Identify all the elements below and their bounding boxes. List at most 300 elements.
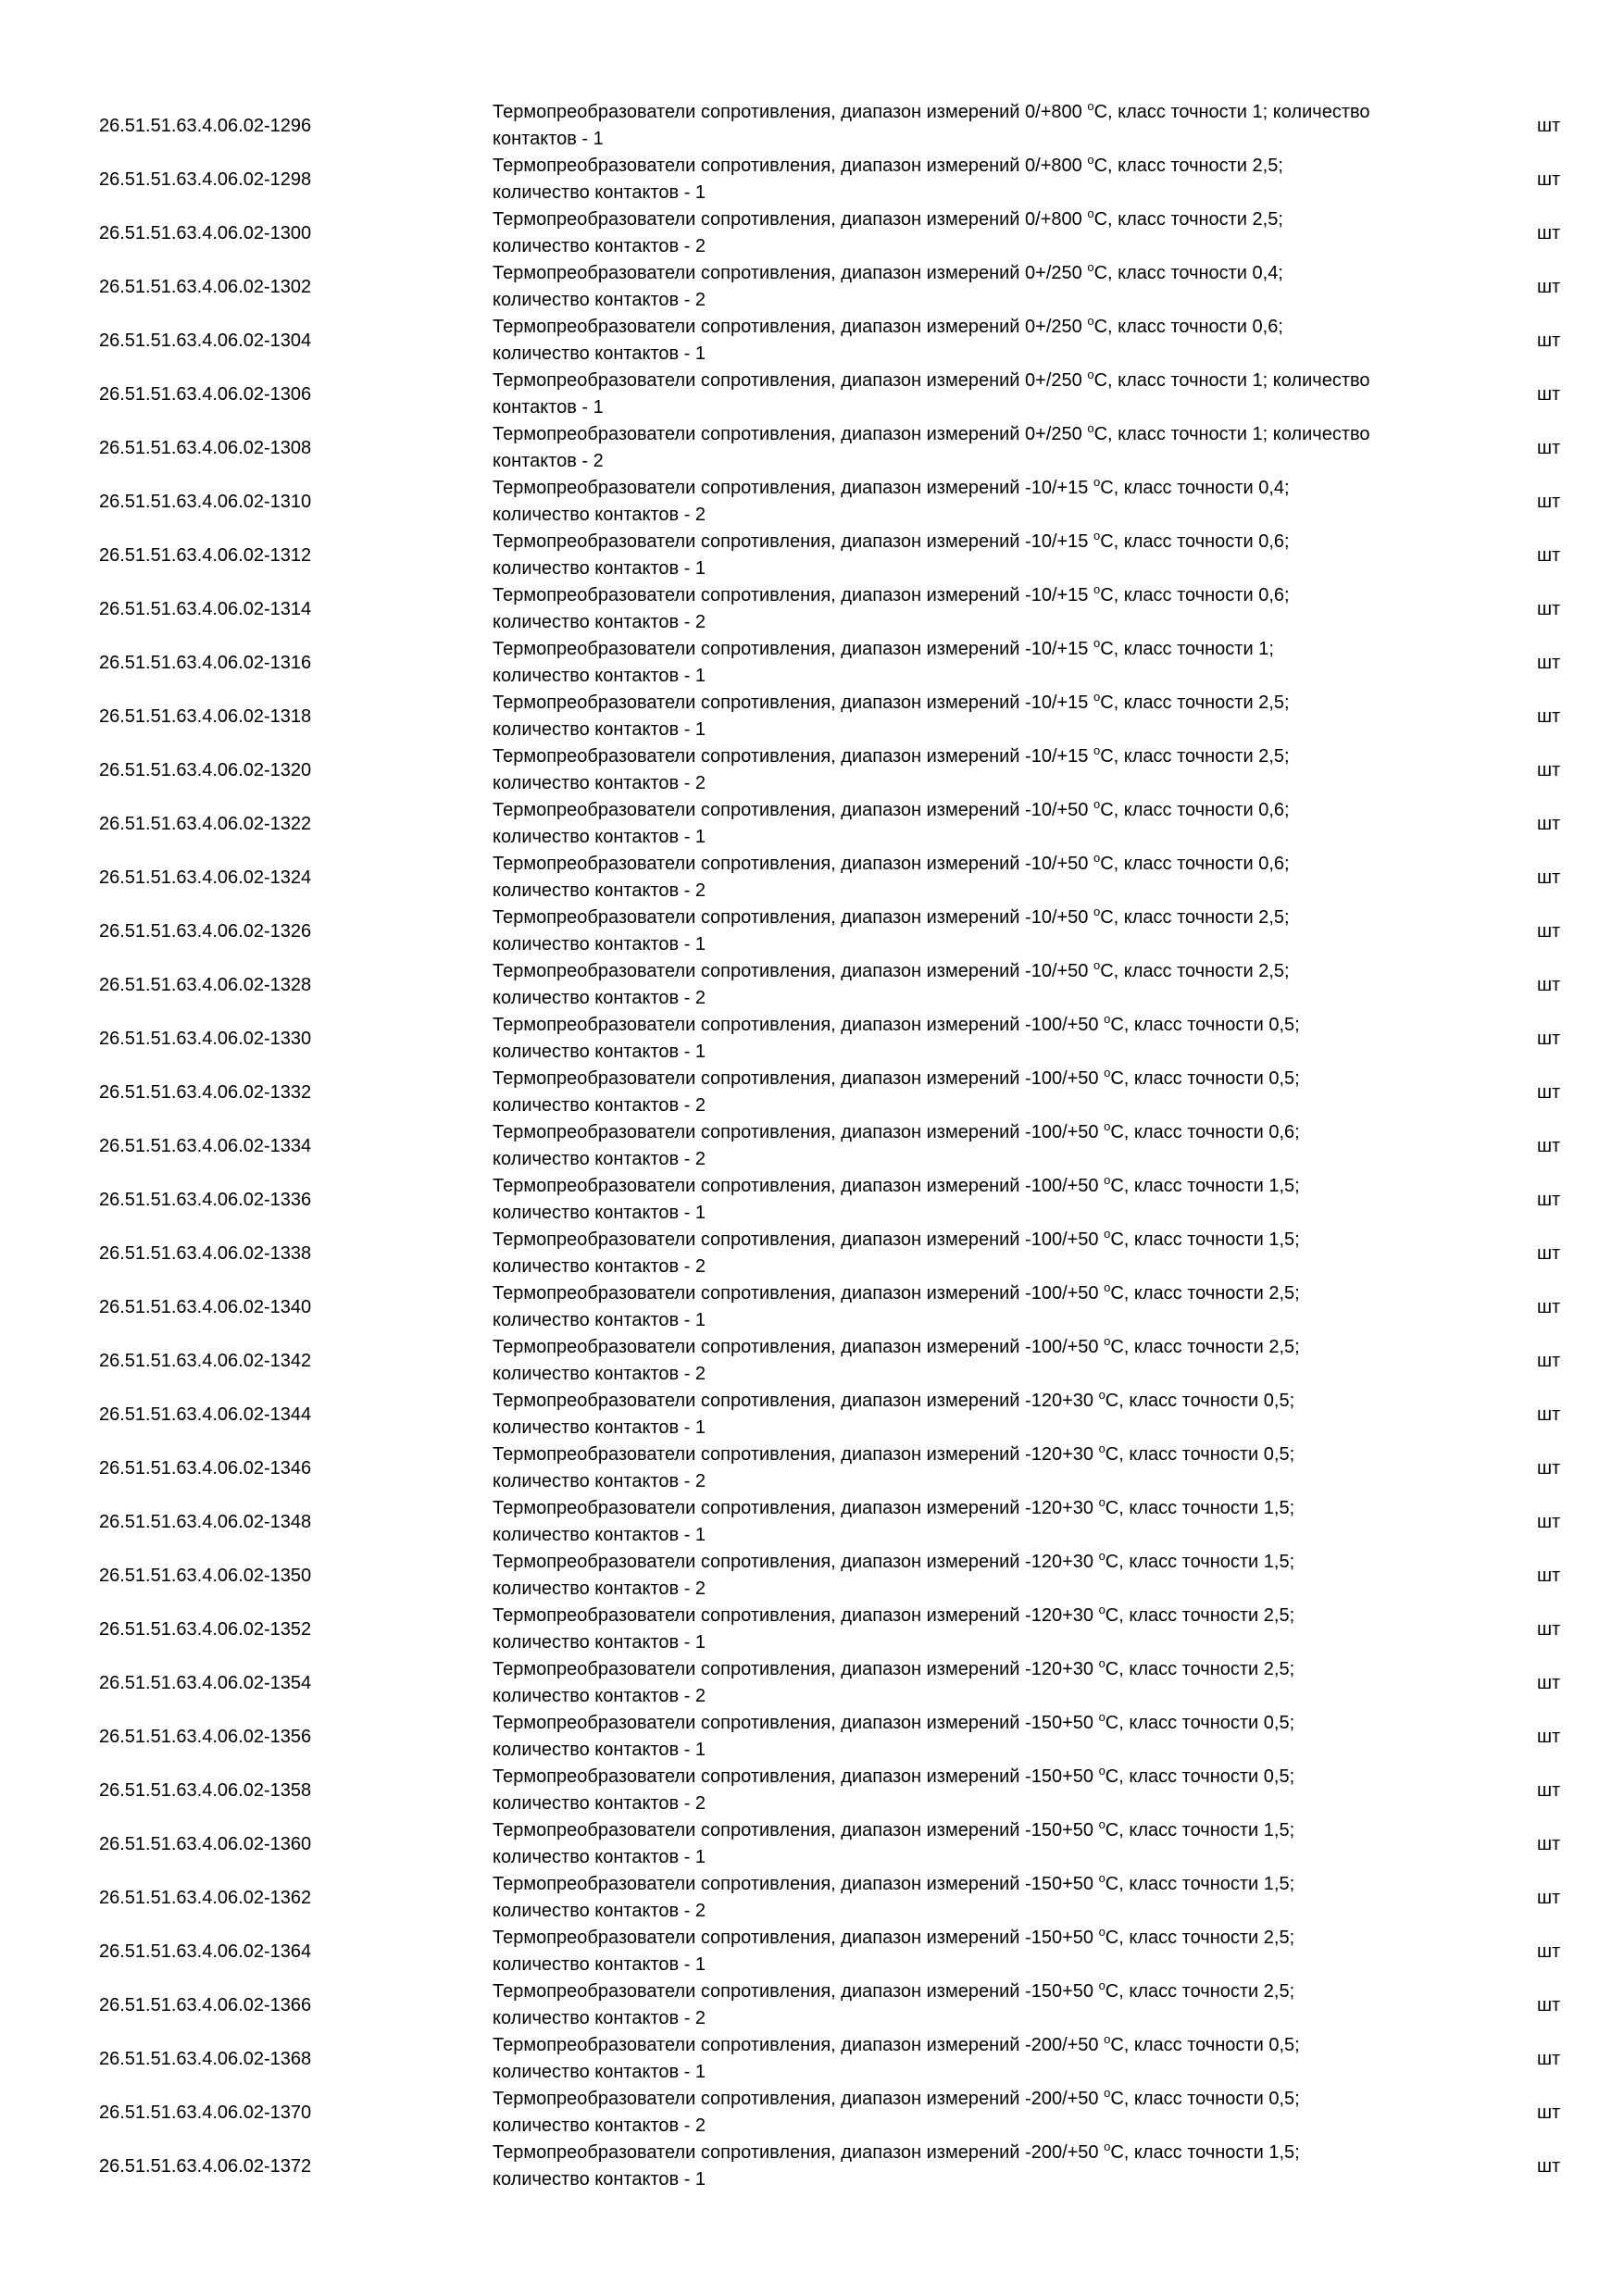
description-text: Термопреобразователи сопротивления, диапазон измерений -120+30 [493, 1552, 1099, 1572]
description-text-tail: С, класс точности 0,5; [1110, 2035, 1300, 2055]
table-row [0, 1227, 1624, 1280]
row-code: 26.51.51.63.4.06.02-1372 [99, 2156, 312, 2177]
degree-mark: о [1098, 1764, 1106, 1778]
description-text: Термопреобразователи сопротивления, диапазон измерений -200/+50 [493, 2035, 1105, 2055]
row-code: 26.51.51.63.4.06.02-1322 [99, 814, 312, 834]
description-line-1 [493, 1925, 1465, 1952]
description-line-2: количество контактов - 2 [493, 612, 706, 632]
table-row [0, 206, 1624, 260]
degree-mark: о [1104, 1227, 1111, 1241]
row-description [493, 1710, 1465, 1764]
degree-mark: о [1104, 1173, 1111, 1187]
degree-mark: о [1104, 1012, 1111, 1026]
row-unit: шт [1537, 867, 1561, 888]
row-description [493, 1280, 1465, 1334]
row-unit: шт [1537, 1404, 1561, 1425]
description-text: Термопреобразователи сопротивления, диапазон измерений -100/+50 [493, 1176, 1105, 1196]
degree-mark: о [1093, 958, 1101, 972]
degree-mark: о [1087, 99, 1094, 113]
row-description [493, 1817, 1465, 1871]
row-code: 26.51.51.63.4.06.02-1352 [99, 1619, 312, 1640]
description-line-2: количество контактов - 1 [493, 934, 706, 955]
description-text: Термопреобразователи сопротивления, диапазон измерений -10/+50 [493, 907, 1093, 928]
description-text-tail: С, класс точности 2,5; [1110, 1283, 1300, 1304]
table-row [0, 1334, 1624, 1388]
row-code: 26.51.51.63.4.06.02-1296 [99, 116, 312, 136]
row-unit: шт [1537, 1673, 1561, 1693]
description-text: Термопреобразователи сопротивления, диапазон измерений -10/+15 [493, 693, 1093, 713]
degree-mark: о [1098, 1925, 1106, 1939]
row-description [493, 421, 1465, 475]
row-code: 26.51.51.63.4.06.02-1308 [99, 438, 312, 458]
row-unit: шт [1537, 277, 1561, 297]
row-code: 26.51.51.63.4.06.02-1358 [99, 1780, 312, 1801]
row-code: 26.51.51.63.4.06.02-1370 [99, 2103, 312, 2123]
row-code: 26.51.51.63.4.06.02-1362 [99, 1888, 312, 1908]
description-line-2: количество контактов - 2 [493, 988, 706, 1008]
description-text: Термопреобразователи сопротивления, диапазон измерений -150+50 [493, 1874, 1099, 1894]
description-line-2: количество контактов - 2 [493, 1471, 706, 1491]
row-unit: шт [1537, 1297, 1561, 1317]
row-description [493, 1441, 1465, 1495]
description-text-tail: С, класс точности 1,5; [1105, 1552, 1295, 1572]
description-text-tail: С, класс точности 0,5; [1110, 1068, 1300, 1089]
description-line-1 [493, 1173, 1465, 1200]
row-code: 26.51.51.63.4.06.02-1312 [99, 545, 312, 566]
row-description [493, 1925, 1465, 1978]
description-text: Термопреобразователи сопротивления, диапазон измерений -10/+50 [493, 800, 1093, 820]
description-line-1 [493, 797, 1465, 824]
row-code: 26.51.51.63.4.06.02-1318 [99, 706, 312, 727]
row-description [493, 1012, 1465, 1066]
description-line-2: количество контактов - 2 [493, 1686, 706, 1706]
row-description [493, 529, 1465, 582]
description-line-1 [493, 1549, 1465, 1576]
degree-mark: о [1104, 1334, 1111, 1348]
description-text: Термопреобразователи сопротивления, диапазон измерений -100/+50 [493, 1337, 1105, 1357]
description-line-1 [493, 368, 1465, 394]
row-description [493, 314, 1465, 368]
description-text: Термопреобразователи сопротивления, диапазон измерений -10/+15 [493, 585, 1093, 605]
description-line-1 [493, 475, 1465, 502]
row-code: 26.51.51.63.4.06.02-1342 [99, 1351, 312, 1371]
row-description [493, 1227, 1465, 1280]
degree-mark: о [1098, 1656, 1106, 1670]
description-text-tail: С, класс точности 1,5; [1110, 1176, 1300, 1196]
degree-mark: о [1087, 421, 1094, 435]
description-line-2: количество контактов - 2 [493, 1149, 706, 1169]
table-row [0, 1066, 1624, 1119]
row-unit: шт [1537, 1727, 1561, 1747]
description-line-2: количество контактов - 1 [493, 1847, 706, 1867]
description-text: Термопреобразователи сопротивления, диапазон измерений -100/+50 [493, 1283, 1105, 1304]
description-line-2: количество контактов - 1 [493, 1042, 706, 1062]
description-text: Термопреобразователи сопротивления, диапазон измерений 0+/250 [493, 317, 1088, 337]
degree-mark: о [1098, 1710, 1106, 1724]
description-text: Термопреобразователи сопротивления, диапазон измерений -10/+15 [493, 478, 1093, 498]
row-description [493, 958, 1465, 1012]
description-text-tail: С, класс точности 2,5; [1093, 209, 1283, 230]
row-unit: шт [1537, 2049, 1561, 2069]
description-text-tail: С, класс точности 2,5; [1105, 1981, 1295, 2002]
row-description [493, 1978, 1465, 2032]
row-code: 26.51.51.63.4.06.02-1310 [99, 492, 312, 512]
description-line-2: количество контактов - 1 [493, 2169, 706, 2190]
row-description [493, 2140, 1465, 2193]
row-unit: шт [1537, 2156, 1561, 2177]
row-description [493, 1549, 1465, 1603]
description-line-2: контактов - 1 [493, 397, 604, 418]
row-description [493, 1334, 1465, 1388]
degree-mark: о [1098, 1441, 1106, 1455]
description-line-1 [493, 1441, 1465, 1468]
description-text-tail: С, класс точности 2,5; [1110, 1337, 1300, 1357]
description-text: Термопреобразователи сопротивления, диапазон измерений -150+50 [493, 1820, 1099, 1841]
degree-mark: о [1098, 1603, 1106, 1616]
row-unit: шт [1537, 921, 1561, 942]
degree-mark: о [1093, 582, 1101, 596]
description-text: Термопреобразователи сопротивления, диапазон измерений -10/+50 [493, 854, 1093, 874]
row-code: 26.51.51.63.4.06.02-1320 [99, 760, 312, 780]
description-text-tail: С, класс точности 0,6; [1100, 531, 1290, 552]
row-unit: шт [1537, 2103, 1561, 2123]
degree-mark: о [1093, 851, 1101, 865]
table-row [0, 2032, 1624, 2086]
description-text-tail: С, класс точности 1; количество [1093, 102, 1370, 122]
degree-mark: о [1093, 529, 1101, 543]
description-text-tail: С, класс точности 2,5; [1093, 156, 1283, 176]
description-text: Термопреобразователи сопротивления, диапазон измерений 0+/250 [493, 263, 1088, 283]
description-text: Термопреобразователи сопротивления, диапазон измерений -150+50 [493, 1713, 1099, 1733]
description-line-1 [493, 2032, 1465, 2059]
description-line-2: количество контактов - 2 [493, 2115, 706, 2136]
degree-mark: о [1093, 475, 1101, 489]
degree-mark: о [1104, 2140, 1111, 2153]
row-code: 26.51.51.63.4.06.02-1328 [99, 975, 312, 995]
row-description [493, 851, 1465, 905]
degree-mark: о [1104, 2032, 1111, 2046]
description-text-tail: С, класс точности 1,5; [1105, 1874, 1295, 1894]
row-unit: шт [1537, 1941, 1561, 1962]
description-text: Термопреобразователи сопротивления, диапазон измерений -200/+50 [493, 2089, 1105, 2109]
description-line-2: количество контактов - 2 [493, 1901, 706, 1921]
row-code: 26.51.51.63.4.06.02-1326 [99, 921, 312, 942]
row-description [493, 1871, 1465, 1925]
description-text: Термопреобразователи сопротивления, диапазон измерений -100/+50 [493, 1015, 1105, 1035]
row-code: 26.51.51.63.4.06.02-1356 [99, 1727, 312, 1747]
degree-mark: о [1087, 314, 1094, 328]
table-row [0, 1441, 1624, 1495]
description-line-2: количество контактов - 1 [493, 1632, 706, 1653]
description-line-2: количество контактов - 1 [493, 827, 706, 847]
description-text: Термопреобразователи сопротивления, диапазон измерений -120+30 [493, 1444, 1099, 1465]
description-line-2: количество контактов - 2 [493, 880, 706, 901]
degree-mark: о [1093, 690, 1101, 704]
description-text: Термопреобразователи сопротивления, диапазон измерений -150+50 [493, 1766, 1099, 1787]
description-text-tail: С, класс точности 2,5; [1105, 1659, 1295, 1679]
description-text-tail: С, класс точности 0,6; [1110, 1122, 1300, 1142]
table-row [0, 1978, 1624, 2032]
row-unit: шт [1537, 116, 1561, 136]
table-row [0, 1495, 1624, 1549]
description-line-1 [493, 421, 1465, 448]
description-text-tail: С, класс точности 2,5; [1105, 1928, 1295, 1948]
description-text-tail: С, класс точности 0,6; [1100, 800, 1290, 820]
table-row [0, 2086, 1624, 2140]
row-unit: шт [1537, 760, 1561, 780]
description-line-1 [493, 99, 1465, 126]
table-row [0, 1603, 1624, 1656]
description-text-tail: С, класс точности 0,5; [1105, 1391, 1295, 1411]
description-text-tail: С, класс точности 0,5; [1105, 1713, 1295, 1733]
description-line-1 [493, 690, 1465, 717]
row-description [493, 475, 1465, 529]
row-description [493, 206, 1465, 260]
description-line-2: количество контактов - 1 [493, 666, 706, 686]
table-row [0, 851, 1624, 905]
description-text-tail: С, класс точности 1,5; [1110, 1229, 1300, 1250]
description-text-tail: С, класс точности 1,5; [1105, 1498, 1295, 1518]
description-text: Термопреобразователи сопротивления, диапазон измерений -10/+15 [493, 531, 1093, 552]
description-line-2: количество контактов - 2 [493, 1364, 706, 1384]
row-unit: шт [1537, 1082, 1561, 1103]
row-unit: шт [1537, 223, 1561, 243]
description-text: Термопреобразователи сопротивления, диапазон измерений -120+30 [493, 1659, 1099, 1679]
table-row [0, 1925, 1624, 1978]
description-line-2: количество контактов - 1 [493, 182, 706, 203]
row-unit: шт [1537, 384, 1561, 405]
row-description [493, 99, 1465, 153]
description-text: Термопреобразователи сопротивления, диапазон измерений -150+50 [493, 1981, 1099, 2002]
row-code: 26.51.51.63.4.06.02-1366 [99, 1995, 312, 2015]
row-description [493, 2032, 1465, 2086]
row-description [493, 690, 1465, 743]
description-text-tail: С, класс точности 0,5; [1110, 1015, 1300, 1035]
description-text-tail: С, класс точности 2,5; [1100, 693, 1290, 713]
description-text-tail: С, класс точности 0,4; [1100, 478, 1290, 498]
degree-mark: о [1087, 206, 1094, 220]
description-line-2: количество контактов - 1 [493, 1740, 706, 1760]
row-code: 26.51.51.63.4.06.02-1368 [99, 2049, 312, 2069]
description-text: Термопреобразователи сопротивления, диапазон измерений 0/+800 [493, 102, 1088, 122]
row-unit: шт [1537, 1136, 1561, 1156]
row-description [493, 1764, 1465, 1817]
description-text: Термопреобразователи сопротивления, диапазон измерений -10/+15 [493, 746, 1093, 767]
row-unit: шт [1537, 1243, 1561, 1264]
description-line-2: количество контактов - 1 [493, 1954, 706, 1975]
degree-mark: о [1098, 1388, 1106, 1402]
description-text: Термопреобразователи сопротивления, диапазон измерений 0+/250 [493, 370, 1088, 391]
description-line-1 [493, 2086, 1465, 2113]
row-code: 26.51.51.63.4.06.02-1338 [99, 1243, 312, 1264]
row-unit: шт [1537, 1834, 1561, 1854]
description-text: Термопреобразователи сопротивления, диапазон измерений -120+30 [493, 1605, 1099, 1626]
table-row [0, 153, 1624, 206]
row-code: 26.51.51.63.4.06.02-1300 [99, 223, 312, 243]
row-description [493, 1066, 1465, 1119]
description-text-tail: С, класс точности 1,5; [1105, 1820, 1295, 1841]
description-text: Термопреобразователи сопротивления, диапазон измерений 0/+800 [493, 209, 1088, 230]
row-description [493, 1495, 1465, 1549]
table-row [0, 743, 1624, 797]
row-description [493, 743, 1465, 797]
row-description [493, 260, 1465, 314]
description-text-tail: С, класс точности 0,5; [1110, 2089, 1300, 2109]
row-description [493, 797, 1465, 851]
table-row [0, 1173, 1624, 1227]
row-code: 26.51.51.63.4.06.02-1360 [99, 1834, 312, 1854]
description-text-tail: С, класс точности 1,5; [1110, 2142, 1300, 2163]
table-row [0, 958, 1624, 1012]
row-unit: шт [1537, 1029, 1561, 1049]
row-code: 26.51.51.63.4.06.02-1304 [99, 331, 312, 351]
row-unit: шт [1537, 492, 1561, 512]
row-code: 26.51.51.63.4.06.02-1350 [99, 1566, 312, 1586]
table-row [0, 260, 1624, 314]
row-code: 26.51.51.63.4.06.02-1348 [99, 1512, 312, 1532]
degree-mark: о [1087, 368, 1094, 381]
table-row [0, 797, 1624, 851]
description-line-2: количество контактов - 1 [493, 343, 706, 364]
row-unit: шт [1537, 1780, 1561, 1801]
description-text-tail: С, класс точности 1; количество [1093, 370, 1370, 391]
row-unit: шт [1537, 1995, 1561, 2015]
degree-mark: о [1087, 260, 1094, 274]
row-unit: шт [1537, 1566, 1561, 1586]
description-line-1 [493, 1227, 1465, 1254]
degree-mark: о [1087, 153, 1094, 167]
description-line-1 [493, 1817, 1465, 1844]
degree-mark: о [1104, 1119, 1111, 1133]
row-description [493, 1388, 1465, 1441]
description-text-tail: С, класс точности 2,5; [1105, 1605, 1295, 1626]
row-code: 26.51.51.63.4.06.02-1316 [99, 653, 312, 673]
row-unit: шт [1537, 653, 1561, 673]
description-text: Термопреобразователи сопротивления, диапазон измерений -120+30 [493, 1391, 1099, 1411]
description-text-tail: С, класс точности 0,5; [1105, 1766, 1295, 1787]
degree-mark: о [1093, 905, 1101, 918]
description-text-tail: С, класс точности 2,5; [1100, 746, 1290, 767]
description-line-1 [493, 529, 1465, 555]
description-line-1 [493, 2140, 1465, 2166]
degree-mark: о [1098, 1871, 1106, 1885]
description-line-2: количество контактов - 1 [493, 2062, 706, 2082]
description-line-2: количество контактов - 2 [493, 505, 706, 525]
row-code: 26.51.51.63.4.06.02-1354 [99, 1673, 312, 1693]
row-unit: шт [1537, 599, 1561, 619]
description-line-2: количество контактов - 1 [493, 558, 706, 579]
row-description [493, 1603, 1465, 1656]
description-line-1 [493, 905, 1465, 931]
row-description [493, 2086, 1465, 2140]
description-text-tail: С, класс точности 1; количество [1093, 424, 1370, 444]
description-line-1 [493, 314, 1465, 341]
description-line-2: количество контактов - 2 [493, 1578, 706, 1599]
description-line-2: количество контактов - 2 [493, 1793, 706, 1814]
row-description [493, 1173, 1465, 1227]
row-code: 26.51.51.63.4.06.02-1364 [99, 1941, 312, 1962]
description-line-1 [493, 206, 1465, 233]
description-line-1 [493, 1495, 1465, 1522]
row-unit: шт [1537, 438, 1561, 458]
table-row [0, 1871, 1624, 1925]
description-line-1 [493, 1603, 1465, 1629]
description-line-1 [493, 1764, 1465, 1791]
row-unit: шт [1537, 1512, 1561, 1532]
row-description [493, 368, 1465, 421]
description-line-1 [493, 1388, 1465, 1415]
description-line-1 [493, 1978, 1465, 2005]
description-text: Термопреобразователи сопротивления, диапазон измерений 0+/250 [493, 424, 1088, 444]
description-text: Термопреобразователи сопротивления, диапазон измерений 0/+800 [493, 156, 1088, 176]
row-unit: шт [1537, 169, 1561, 190]
table-row [0, 690, 1624, 743]
degree-mark: о [1093, 797, 1101, 811]
description-line-2: количество контактов - 1 [493, 719, 706, 740]
row-unit: шт [1537, 814, 1561, 834]
row-code: 26.51.51.63.4.06.02-1302 [99, 277, 312, 297]
row-unit: шт [1537, 1458, 1561, 1479]
description-line-1 [493, 1871, 1465, 1898]
description-line-1 [493, 1710, 1465, 1737]
degree-mark: о [1104, 2086, 1111, 2100]
description-text-tail: С, класс точности 0,6; [1093, 317, 1283, 337]
row-unit: шт [1537, 1619, 1561, 1640]
description-line-1 [493, 1012, 1465, 1039]
degree-mark: о [1098, 1978, 1106, 1992]
description-text: Термопреобразователи сопротивления, диапазон измерений -120+30 [493, 1498, 1099, 1518]
description-line-2: контактов - 2 [493, 451, 604, 471]
description-text: Термопреобразователи сопротивления, диапазон измерений -100/+50 [493, 1229, 1105, 1250]
row-unit: шт [1537, 1190, 1561, 1210]
row-code: 26.51.51.63.4.06.02-1298 [99, 169, 312, 190]
row-unit: шт [1537, 1888, 1561, 1908]
description-line-1 [493, 1656, 1465, 1683]
description-text: Термопреобразователи сопротивления, диапазон измерений -10/+15 [493, 639, 1093, 659]
row-unit: шт [1537, 1351, 1561, 1371]
description-line-2: количество контактов - 1 [493, 1203, 706, 1223]
table-row [0, 314, 1624, 368]
degree-mark: о [1093, 636, 1101, 650]
row-code: 26.51.51.63.4.06.02-1306 [99, 384, 312, 405]
table-row [0, 1656, 1624, 1710]
row-description [493, 153, 1465, 206]
row-code: 26.51.51.63.4.06.02-1334 [99, 1136, 312, 1156]
degree-mark: о [1093, 743, 1101, 757]
description-line-2: количество контактов - 1 [493, 1525, 706, 1545]
description-line-1 [493, 636, 1465, 663]
row-description [493, 582, 1465, 636]
description-text-tail: С, класс точности 0,6; [1100, 854, 1290, 874]
degree-mark: о [1098, 1549, 1106, 1563]
row-code: 26.51.51.63.4.06.02-1314 [99, 599, 312, 619]
description-text-tail: С, класс точности 0,5; [1105, 1444, 1295, 1465]
description-line-2: количество контактов - 1 [493, 1310, 706, 1330]
row-code: 26.51.51.63.4.06.02-1344 [99, 1404, 312, 1425]
description-text-tail: С, класс точности 2,5; [1100, 907, 1290, 928]
description-text: Термопреобразователи сопротивления, диапазон измерений -200/+50 [493, 2142, 1105, 2163]
row-code: 26.51.51.63.4.06.02-1346 [99, 1458, 312, 1479]
row-unit: шт [1537, 975, 1561, 995]
degree-mark: о [1098, 1817, 1106, 1831]
description-line-2: количество контактов - 1 [493, 1417, 706, 1438]
table-row [0, 1764, 1624, 1817]
description-text-tail: С, класс точности 0,6; [1100, 585, 1290, 605]
row-code: 26.51.51.63.4.06.02-1340 [99, 1297, 312, 1317]
table-row [0, 475, 1624, 529]
row-description [493, 636, 1465, 690]
row-unit: шт [1537, 545, 1561, 566]
